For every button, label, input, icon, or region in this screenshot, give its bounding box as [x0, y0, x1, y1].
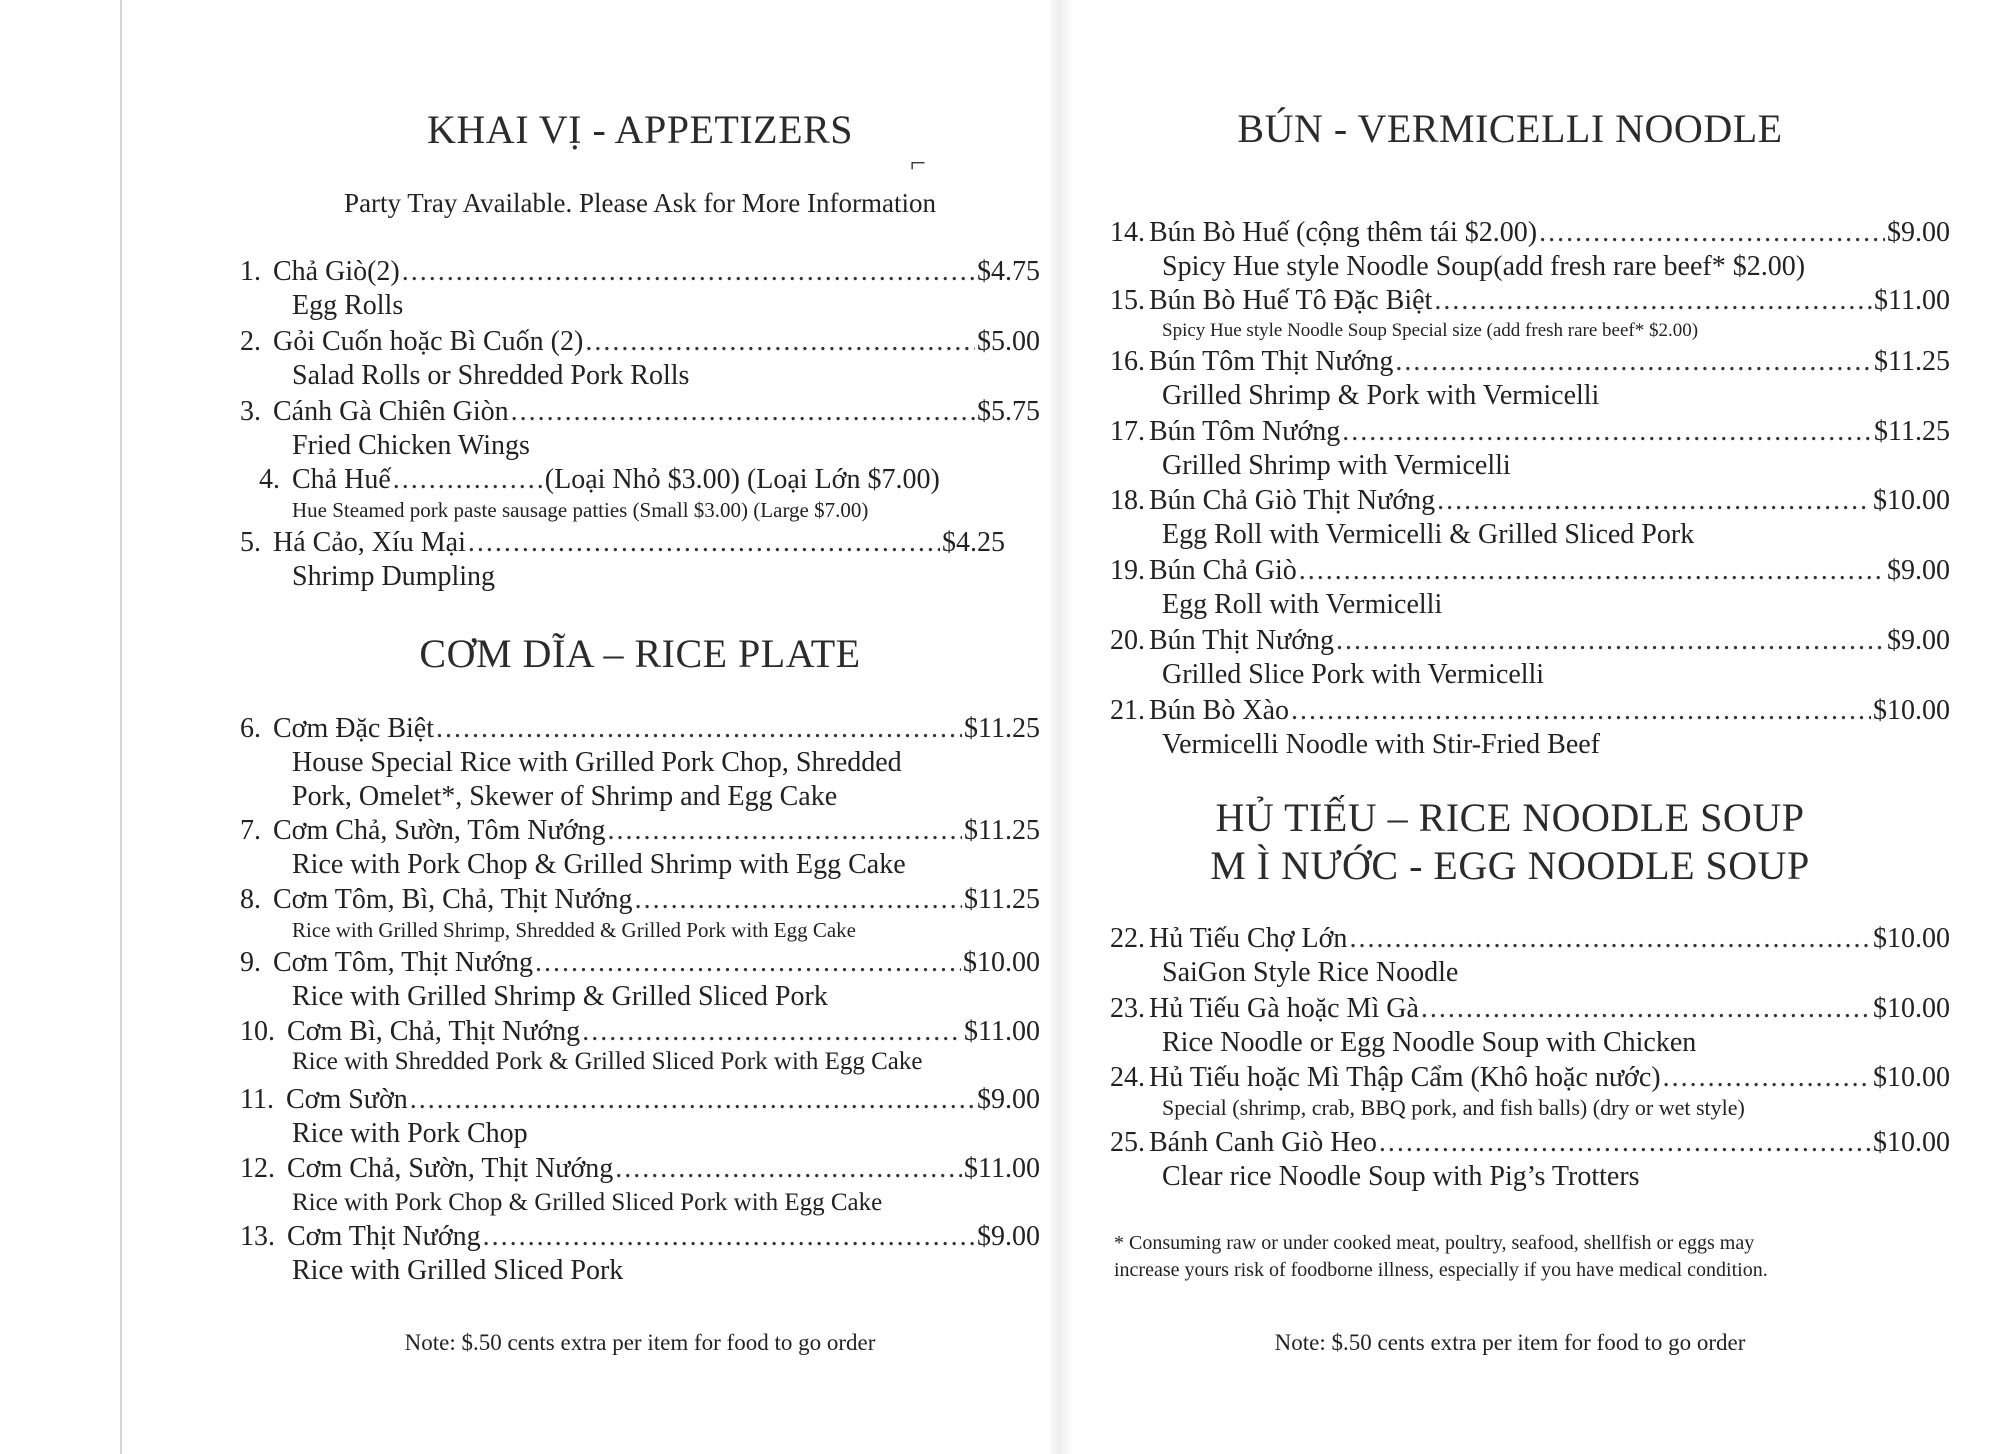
item-price: $9.00 — [977, 1084, 1040, 1115]
item-description: Rice with Pork Chop — [292, 1118, 528, 1149]
menu-item: 22. Hủ Tiếu Chợ Lớn ..... $10.00 SaiGon Style Rice Noodle — [1110, 922, 1950, 990]
item-description: Grilled Shrimp with Vermicelli — [1162, 450, 1511, 481]
item-description: House Special Rice with Grilled Pork Chop, Shredded — [292, 747, 902, 778]
menu-item: 1. Chả Giò(2) ..... $4.75 Egg Rolls — [240, 255, 1040, 323]
item-name: Bánh Canh Giò Heo — [1149, 1127, 1377, 1158]
menu-item: 18. Bún Chả Giò Thịt Nướng ..... $10.00 Egg Roll with Vermicelli & Grilled Sliced Pork — [1110, 484, 1950, 552]
item-description: Clear rice Noodle Soup with Pig’s Trotters — [1162, 1161, 1640, 1192]
item-price: $11.25 — [964, 815, 1040, 846]
menu-item: 17. Bún Tôm Nướng ..... $11.25 Grilled Shrimp with Vermicelli — [1110, 415, 1950, 483]
vermicelli-heading: BÚN - VERMICELLI NOODLE — [1237, 106, 1783, 151]
item-name: Cơm Tôm, Thịt Nướng — [273, 947, 533, 978]
item-description: Spicy Hue style Noodle Soup(add fresh rare beef* $2.00) — [1162, 251, 1806, 282]
menu-item: 25. Bánh Canh Giò Heo ..... $10.00 Clear rice Noodle Soup with Pig’s Trotters — [1110, 1126, 1950, 1194]
item-description: Rice Noodle or Egg Noodle Soup with Chicken — [1162, 1027, 1697, 1058]
menu-item: 8. Cơm Tôm, Bì, Chả, Thịt Nướng ..... $11.25 Rice with Grilled Shrimp, Shredded & Grilled Pork with Egg Cake — [240, 883, 1040, 943]
item-description: Rice with Pork Chop & Grilled Shrimp with Egg Cake — [292, 849, 906, 880]
item-name: Hủ Tiếu Gà hoặc Mì Gà — [1149, 993, 1419, 1024]
menu-item: 20. Bún Thịt Nướng ..... $9.00 Grilled Slice Pork with Vermicelli — [1110, 624, 1950, 692]
item-description: SaiGon Style Rice Noodle — [1162, 957, 1459, 988]
menu-item: 9. Cơm Tôm, Thịt Nướng ..... $10.00 Rice with Grilled Shrimp & Grilled Sliced Pork — [240, 946, 1040, 1014]
item-description: Egg Roll with Vermicelli & Grilled Sliced Pork — [1162, 519, 1695, 550]
item-name: Gỏi Cuốn hoặc Bì Cuốn (2) — [273, 326, 584, 357]
menu-item: 16. Bún Tôm Thịt Nướng ..... $11.25 Grilled Shrimp & Pork with Vermicelli — [1110, 345, 1950, 413]
item-description: Special (shrimp, crab, BBQ pork, and fish balls) (dry or wet style) — [1162, 1095, 1745, 1120]
item-description: Egg Roll with Vermicelli — [1162, 589, 1443, 620]
item-price: $10.00 — [1873, 1127, 1950, 1158]
item-name: Cơm Chả, Sườn, Tôm Nướng — [273, 815, 606, 846]
menu-item: 11. Cơm Sườn ..... $9.00 Rice with Pork Chop — [240, 1083, 1040, 1151]
item-name: Cơm Bì, Chả, Thịt Nướng — [287, 1016, 581, 1047]
item-description: Grilled Shrimp & Pork with Vermicelli — [1162, 380, 1600, 411]
item-description: Rice with Grilled Shrimp & Grilled Sliced Pork — [292, 981, 828, 1012]
item-name: Chả Huế — [292, 464, 391, 495]
item-price: $5.00 — [977, 326, 1040, 357]
item-name: Cơm Đặc Biệt — [273, 713, 434, 744]
item-name: Bún Chả Giò Thịt Nướng — [1149, 485, 1436, 516]
item-price: $11.00 — [964, 1153, 1040, 1184]
item-price: $9.00 — [1887, 555, 1950, 586]
to-go-note: Note: $.50 cents extra per item for food to go order — [404, 1330, 876, 1355]
page-edge-line — [120, 0, 122, 1454]
item-name: Chả Giò(2) — [273, 256, 400, 287]
item-price: $10.00 — [963, 947, 1040, 978]
item-name: Cơm Chả, Sườn, Thịt Nướng — [287, 1153, 614, 1184]
menu-item: 3. Cánh Gà Chiên Giòn ..... $5.75 Fried Chicken Wings — [240, 395, 1040, 463]
item-name: Cơm Thịt Nướng — [287, 1221, 481, 1252]
item-description: Salad Rolls or Shredded Pork Rolls — [292, 360, 690, 391]
food-safety-disclaimer: * Consuming raw or under cooked meat, poultry, seafood, shellfish or eggs may increase yours risk of foodborne illness, especially if you have medical condition. — [1114, 1232, 1768, 1281]
pen-mark: ⌐ — [910, 148, 926, 179]
item-name: Há Cảo, Xíu Mại — [273, 527, 466, 558]
item-description: Rice with Shredded Pork & Grilled Sliced Pork with Egg Cake — [292, 1048, 923, 1075]
appetizers-heading: KHAI VỊ - APPETIZERS — [427, 107, 853, 152]
menu-item: 15. Bún Bò Huế Tô Đặc Biệt ..... $11.00 Spicy Hue style Noodle Soup Special size (add fresh rare beef* $2.00) — [1110, 284, 1950, 344]
item-price: $4.75 — [977, 256, 1040, 287]
item-description: Vermicelli Noodle with Stir-Fried Beef — [1162, 729, 1601, 760]
item-name: Hủ Tiếu Chợ Lớn — [1149, 923, 1348, 954]
item-price: (Loại Nhỏ $3.00) (Loại Lớn $7.00) — [544, 464, 940, 495]
item-price: $11.00 — [964, 1016, 1040, 1047]
item-price: $10.00 — [1873, 485, 1950, 516]
item-price: $10.00 — [1873, 1062, 1950, 1093]
menu-item: 7. Cơm Chả, Sườn, Tôm Nướng ..... $11.25 Rice with Pork Chop & Grilled Shrimp with Egg Cake — [240, 814, 1040, 882]
item-name: Bún Bò Huế Tô Đặc Biệt — [1149, 285, 1433, 316]
item-name: Bún Bò Xào — [1149, 695, 1289, 726]
item-description: Rice with Grilled Sliced Pork — [292, 1255, 624, 1286]
item-description: Egg Rolls — [292, 290, 404, 321]
rice-noodle-soup-heading: HỦ TIẾU – RICE NOODLE SOUP — [1215, 795, 1805, 840]
item-price: $9.00 — [1887, 625, 1950, 656]
item-price: $11.00 — [1874, 285, 1950, 316]
item-price: $4.25 — [942, 527, 1005, 558]
item-name: Bún Thịt Nướng — [1149, 625, 1335, 656]
item-price: $11.25 — [1874, 416, 1950, 447]
scan-margin — [0, 0, 120, 1454]
egg-noodle-soup-heading: M Ì NƯỚC - EGG NOODLE SOUP — [1210, 843, 1810, 888]
item-name: Bún Chả Giò — [1149, 555, 1297, 586]
item-name: Hủ Tiếu hoặc Mì Thập Cẩm (Khô hoặc nước) — [1149, 1062, 1661, 1093]
item-description: Shrimp Dumpling — [292, 561, 496, 592]
menu-item: 2. Gỏi Cuốn hoặc Bì Cuốn (2) ..... $5.00 Salad Rolls or Shredded Pork Rolls — [240, 325, 1040, 393]
item-description: Rice with Grilled Shrimp, Shredded & Grilled Pork with Egg Cake — [292, 918, 857, 942]
menu-item: 5. Há Cảo, Xíu Mại ..... $4.25 Shrimp Dumpling — [240, 526, 1040, 594]
left-page — [240, 0, 1040, 1454]
item-price: $9.00 — [1887, 217, 1950, 248]
item-name: Bún Bò Huế (cộng thêm tái $2.00) — [1149, 217, 1538, 248]
item-description: Rice with Pork Chop & Grilled Sliced Pork with Egg Cake — [292, 1189, 883, 1216]
to-go-note: Note: $.50 cents extra per item for food to go order — [1274, 1330, 1746, 1355]
item-name: Cơm Sườn — [285, 1084, 408, 1115]
item-description: Fried Chicken Wings — [292, 430, 530, 461]
party-tray-note: Party Tray Available. Please Ask for More Information — [344, 188, 936, 218]
menu-item: 4. Chả Huế ..... (Loại Nhỏ $3.00) (Loại Lớn $7.00) Hue Steamed pork paste sausage patties (Small $3.00) (Large $7.00) — [240, 463, 1040, 523]
item-price: $11.25 — [964, 713, 1040, 744]
item-price: $10.00 — [1873, 695, 1950, 726]
rice-plate-heading: CƠM DĨA – RICE PLATE — [419, 631, 861, 676]
menu-item: 10. Cơm Bì, Chả, Thịt Nướng ..... $11.00 Rice with Shredded Pork & Grilled Sliced Pork with Egg Cake — [240, 1015, 1040, 1075]
menu-item: 23. Hủ Tiếu Gà hoặc Mì Gà ..... $10.00 Rice Noodle or Egg Noodle Soup with Chicken — [1110, 992, 1950, 1060]
item-description: Pork, Omelet*, Skewer of Shrimp and Egg Cake — [292, 781, 838, 812]
item-price: $5.75 — [977, 396, 1040, 427]
menu-item: 14. Bún Bò Huế (cộng thêm tái $2.00) ..... $9.00 Spicy Hue style Noodle Soup(add fresh rare beef* $2.00) — [1110, 216, 1950, 284]
item-price: $11.25 — [964, 884, 1040, 915]
item-price: $11.25 — [1874, 346, 1950, 377]
item-name: Bún Tôm Nướng — [1149, 416, 1341, 447]
right-page — [1110, 0, 1950, 1454]
menu-item: 12. Cơm Chả, Sườn, Thịt Nướng ..... $11.00 Rice with Pork Chop & Grilled Sliced Pork with Egg Cake — [240, 1152, 1040, 1220]
item-description: Hue Steamed pork paste sausage patties (Small $3.00) (Large $7.00) — [292, 498, 869, 522]
item-name: Cơm Tôm, Bì, Chả, Thịt Nướng — [273, 884, 633, 915]
center-fold — [1050, 0, 1072, 1454]
menu-item: 24. Hủ Tiếu hoặc Mì Thập Cẩm (Khô hoặc nước) ..... $10.00 Special (shrimp, crab, BBQ pork, and fish balls) (dry or wet style) — [1110, 1061, 1950, 1121]
item-price: $10.00 — [1873, 993, 1950, 1024]
menu-item: 13. Cơm Thịt Nướng ..... $9.00 Rice with Grilled Sliced Pork — [240, 1220, 1040, 1288]
menu-item: 6. Cơm Đặc Biệt ..... $11.25 House Special Rice with Grilled Pork Chop, Shredded Pork, Omelet*, Skewer of Shrimp and Egg Cake — [240, 712, 1040, 814]
item-name: Cánh Gà Chiên Giòn — [273, 396, 509, 427]
menu-item: 21. Bún Bò Xào ..... $10.00 Vermicelli Noodle with Stir-Fried Beef — [1110, 694, 1950, 762]
item-description: Spicy Hue style Noodle Soup Special size (add fresh rare beef* $2.00) — [1162, 320, 1699, 341]
item-description: Grilled Slice Pork with Vermicelli — [1162, 659, 1545, 690]
item-price: $9.00 — [977, 1221, 1040, 1252]
item-name: Bún Tôm Thịt Nướng — [1149, 346, 1394, 377]
menu-item: 19. Bún Chả Giò ..... $9.00 Egg Roll with Vermicelli — [1110, 554, 1950, 622]
item-price: $10.00 — [1873, 923, 1950, 954]
